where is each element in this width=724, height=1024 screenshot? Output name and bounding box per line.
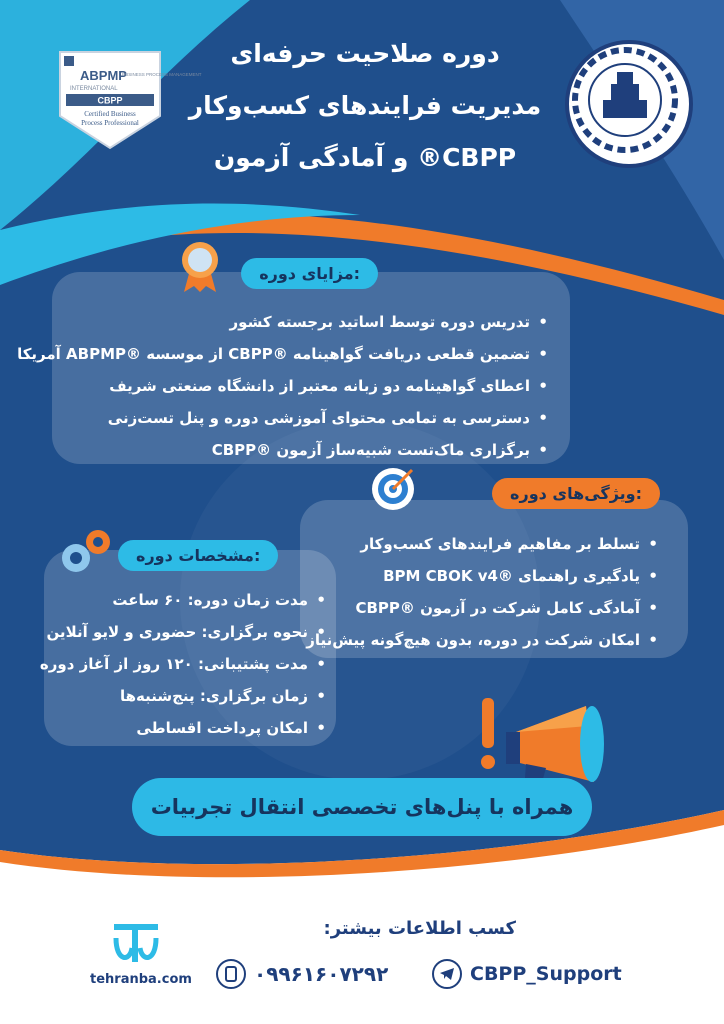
phone-contact[interactable] bbox=[216, 958, 388, 990]
abpmp-cbpp-badge bbox=[52, 46, 202, 152]
sharif-emblem-icon bbox=[569, 44, 681, 156]
badge-org-sub: INTERNATIONAL bbox=[70, 86, 118, 92]
award-medal-icon bbox=[178, 240, 222, 294]
list-item: • تدریس دوره توسط اساتید برجسته کشور bbox=[68, 306, 548, 338]
specs-label: مشخصات دوره: bbox=[118, 540, 278, 571]
telegram-handle[interactable]: CBPP_Support bbox=[470, 963, 622, 985]
phone-icon bbox=[216, 959, 246, 989]
list-item: • امکان شرکت در دوره، بدون هیچ‌گونه پیش‌نیاز bbox=[298, 624, 658, 656]
badge-org: ABPMP bbox=[80, 68, 127, 83]
phone-number[interactable]: ۰۹۹۶۱۶۰۷۲۹۲ bbox=[254, 962, 389, 986]
title-line-1: دوره صلاحیت حرفه‌ای bbox=[230, 39, 500, 68]
list-item: • آمادگی کامل شرکت در آزمون ®CBPP bbox=[298, 592, 658, 624]
list-item: • تضمین قطعی دریافت گواهینامه ®CBPP از موسسه ®ABPMP آمریکا bbox=[68, 338, 548, 370]
badge-side-text: BUSINESS PROCESS MANAGEMENT bbox=[122, 72, 202, 77]
telegram-contact[interactable] bbox=[432, 958, 622, 990]
more-info-heading: کسب اطلاعات بیشتر: bbox=[323, 918, 516, 939]
list-item: • برگزاری ماک‌تست شبیه‌ساز آزمون ®CBPP bbox=[68, 434, 548, 466]
list-item: • امکان پرداخت اقساطی bbox=[56, 712, 326, 744]
badge-cert-desc-2: Process Professional bbox=[81, 119, 139, 127]
title-line-2: مدیریت فرایندهای کسب‌وکار bbox=[188, 91, 542, 120]
list-item: • یادگیری راهنمای ®BPM CBOK v4 bbox=[298, 560, 658, 592]
tehranba-logo-icon bbox=[108, 918, 164, 968]
cta-banner: همراه با پنل‌های تخصصی انتقال تجربیات bbox=[132, 778, 592, 836]
list-item: • نحوه برگزاری: حضوری و لایو آنلاین bbox=[56, 616, 326, 648]
tehranba-logo[interactable] bbox=[90, 918, 192, 998]
list-item: • زمان برگزاری: پنج‌شنبه‌ها bbox=[56, 680, 326, 712]
title-line-3: و آمادگی آزمون ®CBPP bbox=[213, 143, 517, 172]
list-item: • مدت زمان دوره: ۶۰ ساعت bbox=[56, 584, 326, 616]
badge-cert-desc-1: Certified Business bbox=[84, 110, 136, 118]
website-url[interactable]: tehranba.com bbox=[90, 972, 192, 987]
advantages-label: مزایای دوره: bbox=[241, 258, 378, 289]
sharif-university-logo bbox=[565, 40, 693, 168]
course-title bbox=[170, 28, 560, 184]
list-item: • مدت پشتیبانی: ۱۲۰ روز از آغاز دوره bbox=[56, 648, 326, 680]
target-icon bbox=[370, 466, 416, 512]
features-label: ویژگی‌های دوره: bbox=[492, 478, 660, 509]
badge-cert: CBPP bbox=[97, 95, 123, 106]
gears-icon bbox=[56, 526, 114, 578]
specs-list bbox=[39, 584, 326, 744]
advantages-list bbox=[17, 306, 548, 466]
telegram-icon bbox=[432, 959, 462, 989]
list-item: • تسلط بر مفاهیم فرایندهای کسب‌وکار bbox=[298, 528, 658, 560]
list-item: • اعطای گواهینامه دو زبانه معتبر از دانشگاه صنعتی شریف bbox=[68, 370, 548, 402]
features-list bbox=[298, 528, 658, 656]
list-item: • دسترسی به تمامی محتوای آموزشی دوره و پنل تست‌زنی bbox=[68, 402, 548, 434]
